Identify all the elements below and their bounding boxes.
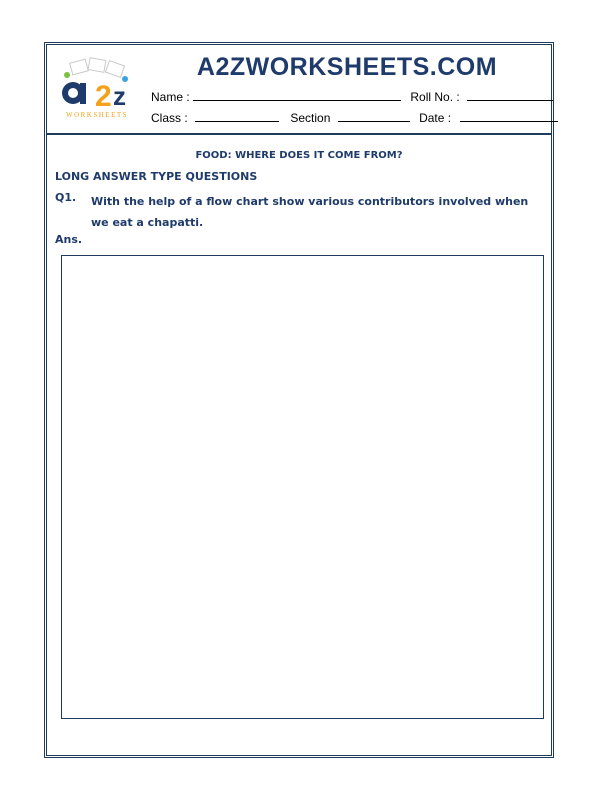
svg-text:WORKSHEETS: WORKSHEETS	[65, 111, 129, 119]
name-roll-row	[151, 90, 553, 104]
worksheet-subject: FOOD: WHERE DOES IT COME FROM?	[195, 150, 403, 161]
roll-label: Roll No. :	[410, 90, 460, 104]
section-title: LONG ANSWER TYPE QUESTIONS	[55, 170, 258, 183]
a2z-logo-icon	[57, 57, 137, 123]
class-section-date-row	[151, 111, 558, 125]
svg-text:2: 2	[95, 80, 112, 113]
svg-text:z: z	[113, 81, 126, 111]
question-text: With the help of a flow chart show various contributors involved when we eat a chapatti.	[91, 195, 529, 229]
answer-label: Ans.	[55, 233, 83, 246]
worksheet-frame	[44, 42, 554, 758]
section-label: Section	[290, 111, 331, 125]
name-label: Name :	[151, 90, 190, 104]
section-blank	[338, 111, 410, 122]
site-title: A2ZWORKSHEETS.COM	[196, 53, 498, 81]
name-blank	[193, 90, 401, 101]
worksheet-header	[47, 45, 551, 135]
question-number: Q1.	[55, 191, 77, 204]
class-label: Class :	[151, 111, 188, 125]
answer-box[interactable]	[61, 255, 544, 719]
date-label: Date :	[419, 111, 452, 125]
class-blank	[195, 111, 279, 122]
date-blank	[460, 111, 558, 122]
roll-blank	[467, 90, 553, 101]
